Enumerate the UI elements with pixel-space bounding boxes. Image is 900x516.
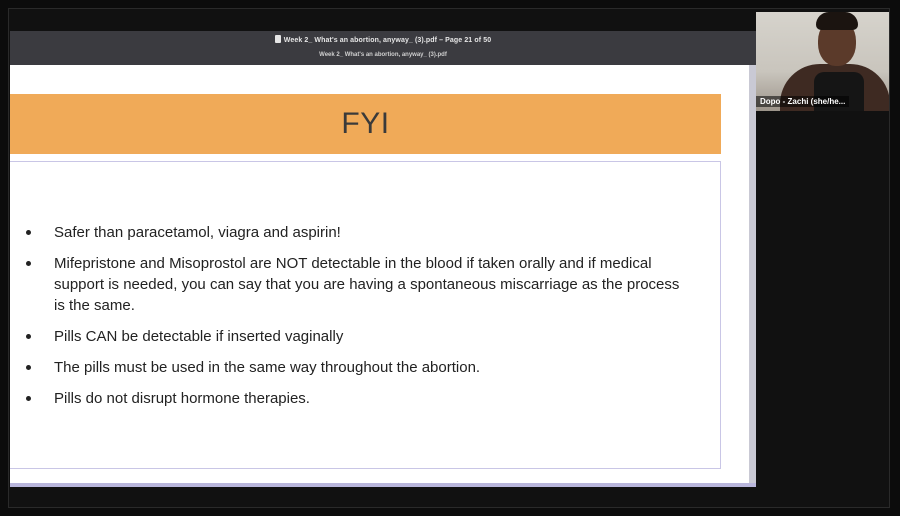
slide-content-box: [10, 161, 721, 469]
bullet-text: Safer than paracetamol, viagra and aspirin!: [54, 224, 341, 241]
page-bottom-edge: [10, 483, 756, 487]
bullet-text: Pills do not disrupt hormone therapies.: [54, 390, 310, 407]
bullet-dot-icon: [26, 365, 31, 370]
slide-title-banner: [10, 94, 721, 154]
pdf-filename: Week 2_ What's an abortion, anyway_ (3).pdf: [319, 52, 447, 58]
bullet-text: Mifepristone and Misoprostol are NOT detectable in the blood if taken orally and if medical support is needed, you can say that you are having a spontaneous miscarriage as the process is the same.: [54, 255, 680, 314]
bullet-list: [26, 222, 686, 419]
bullet-text: Pills CAN be detectable if inserted vaginally: [54, 328, 344, 345]
pdf-viewer-titlebar: [10, 31, 756, 65]
participant-hair: [816, 12, 858, 30]
bullet-item: [26, 357, 686, 378]
viewer-title-row: [10, 35, 756, 44]
pdf-page[interactable]: [10, 65, 756, 487]
bullet-dot-icon: [26, 261, 31, 266]
bullet-dot-icon: [26, 230, 31, 235]
slide-title: FYI: [341, 107, 390, 140]
bullet-item: [26, 326, 686, 347]
bullet-dot-icon: [26, 334, 31, 339]
bullet-item: [26, 388, 686, 409]
page-scrollbar[interactable]: [749, 65, 756, 487]
participant-video-tile[interactable]: [756, 12, 889, 111]
screen-share-area: [10, 31, 756, 487]
document-icon: [275, 35, 281, 43]
bullet-item: [26, 253, 686, 316]
bullet-item: [26, 222, 686, 243]
bullet-dot-icon: [26, 396, 31, 401]
bullet-text: The pills must be used in the same way throughout the abortion.: [54, 359, 481, 376]
participant-name-label: Dopo - Zachi (she/he...: [756, 96, 849, 107]
pdf-title: Week 2_ What's an abortion, anyway_ (3).pdf – Page 21 of 50: [283, 37, 492, 44]
